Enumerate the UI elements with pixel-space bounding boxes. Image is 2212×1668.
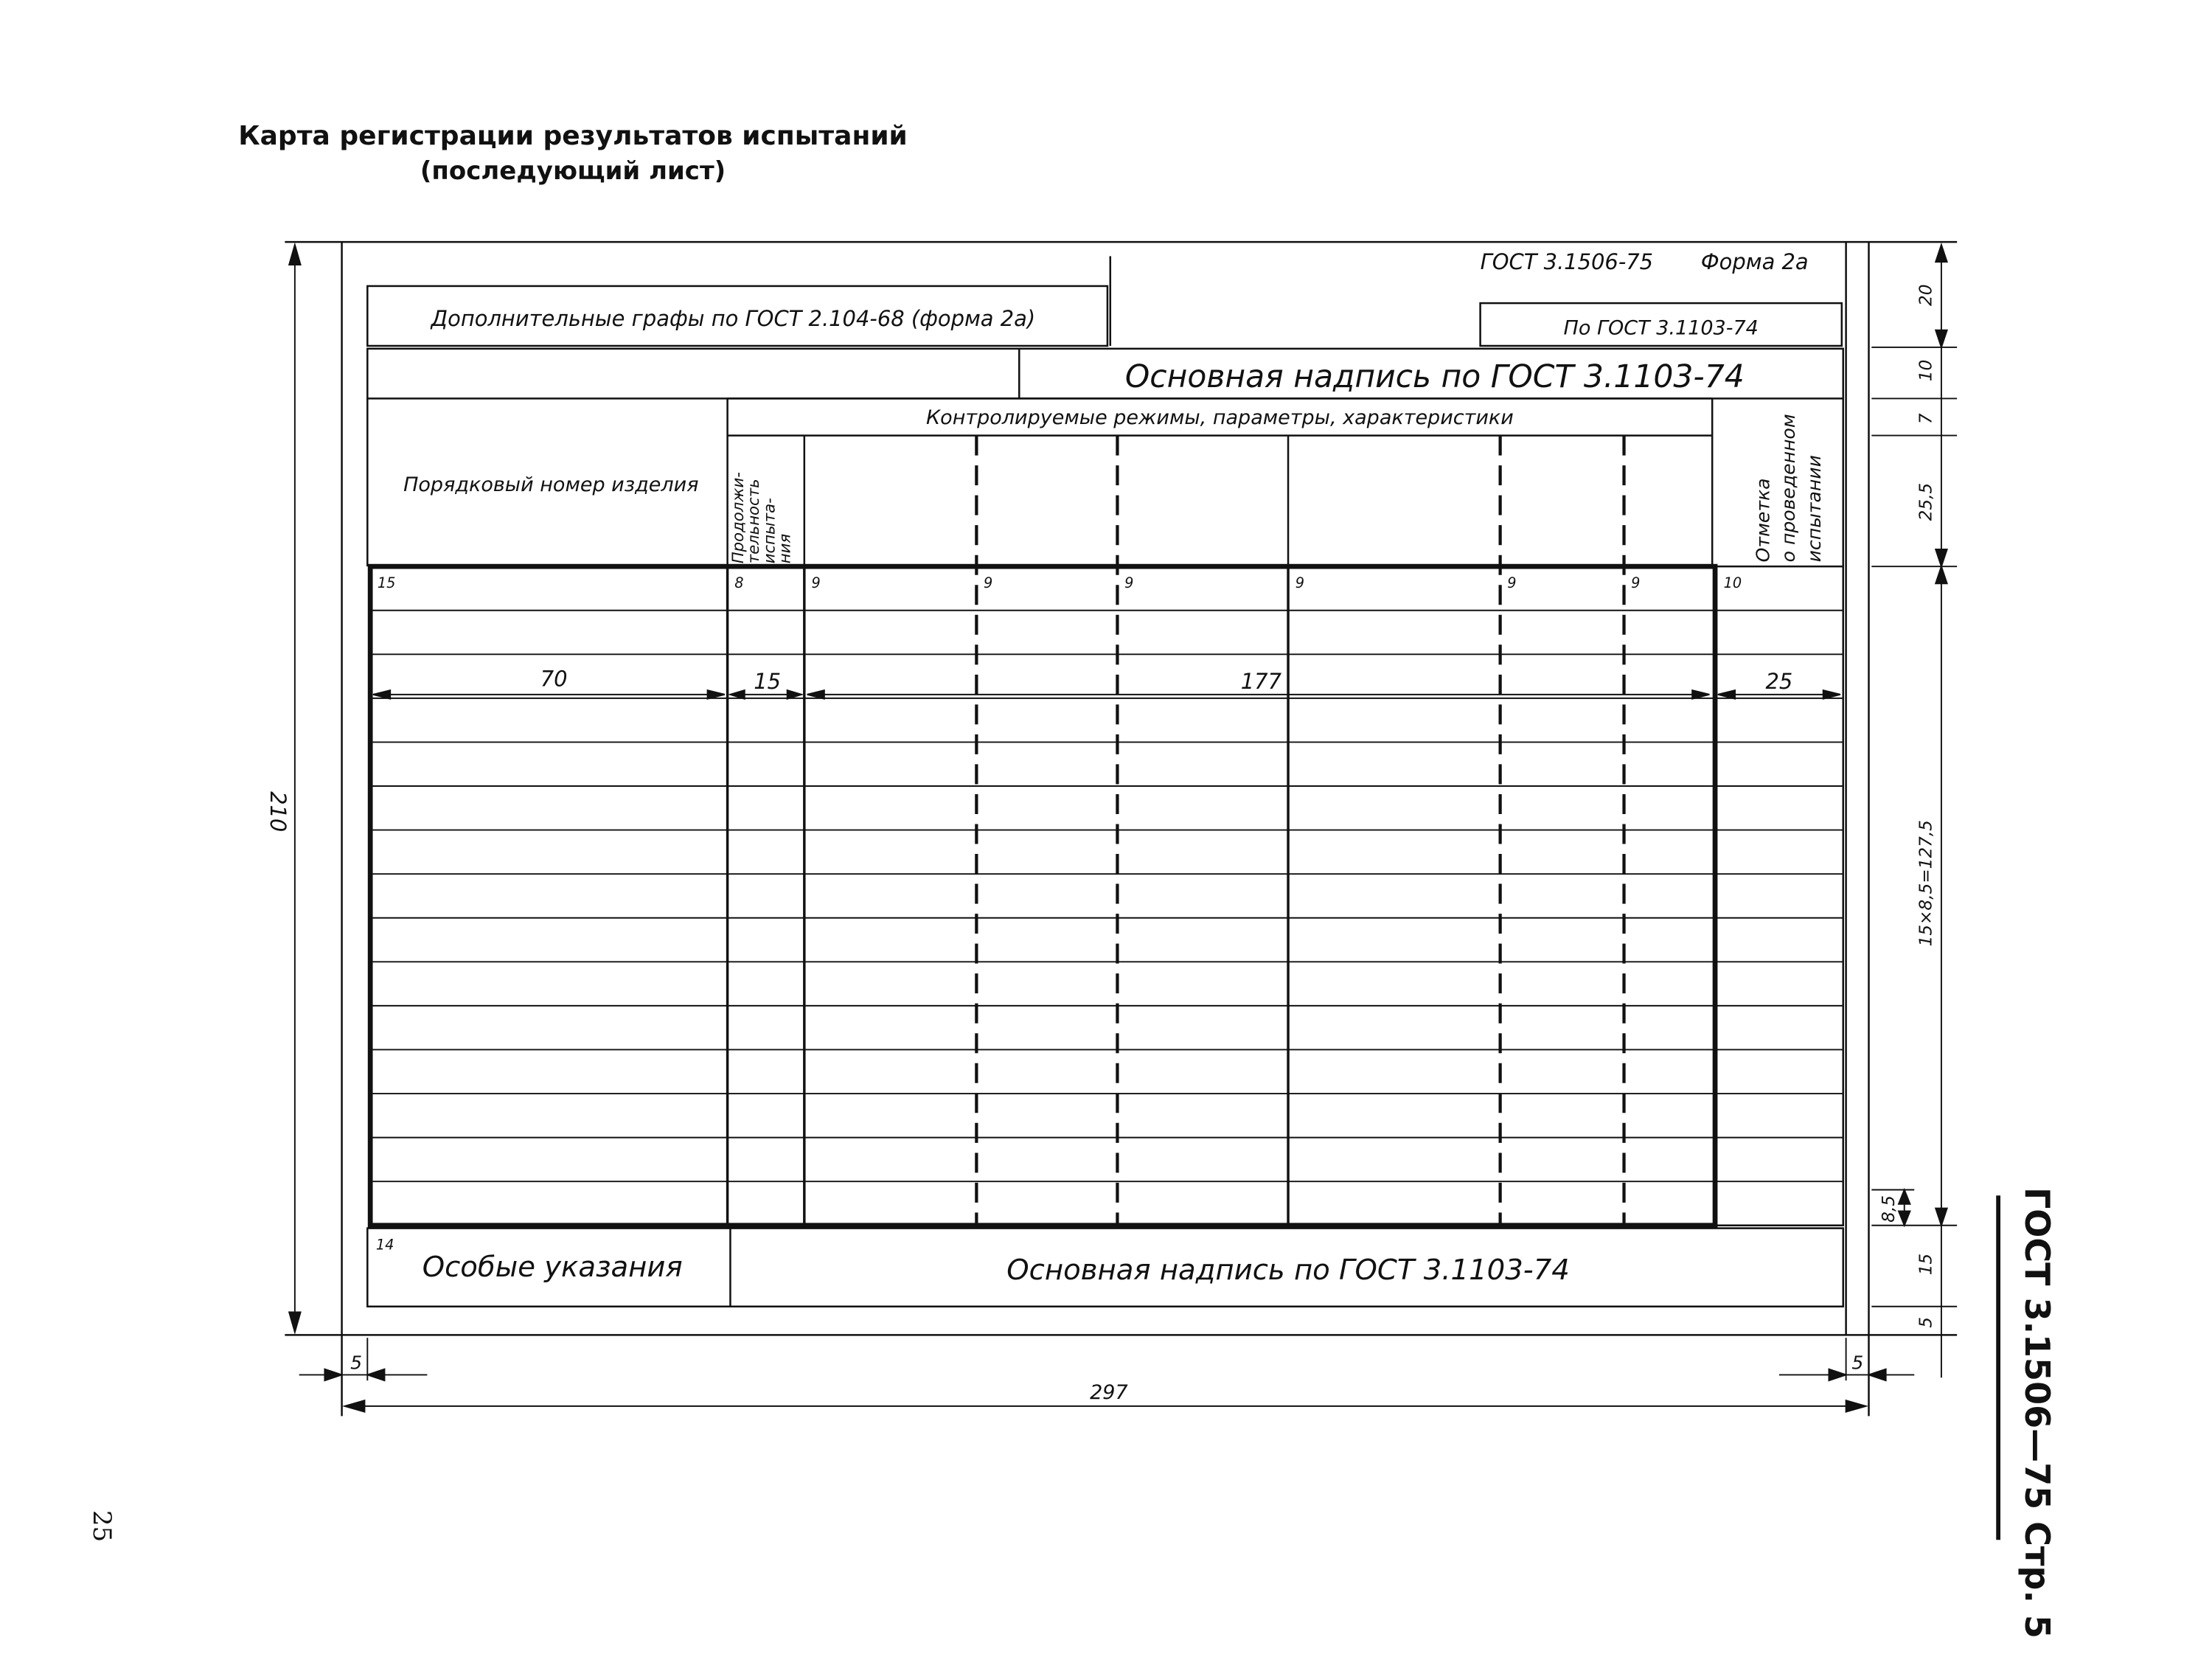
main-inscription-top: Основная надпись по ГОСТ 3.1103-74: [1124, 358, 1745, 395]
svg-text:Продолжи-: Продолжи-: [728, 472, 748, 564]
page-number: 25: [87, 1510, 116, 1543]
footer-number: 14: [375, 1236, 394, 1254]
column-number: 9: [1295, 574, 1304, 592]
svg-text:о проведенном: о проведенном: [1778, 414, 1800, 563]
document-title: Карта регистрации результатов испытаний: [238, 121, 908, 151]
serial-number-header: Порядковый номер изделия: [403, 473, 699, 496]
dim-15: 15: [1916, 1253, 1936, 1276]
width-dim: 70: [540, 666, 568, 692]
width-dim: 15: [754, 669, 782, 695]
svg-text:испытании: испытании: [1803, 455, 1825, 563]
column-number: 9: [1507, 574, 1517, 592]
svg-text:испыта-: испыта-: [760, 498, 779, 564]
svg-text:Отметка: Отметка: [1752, 478, 1774, 563]
margin-left-dimension: 5: [350, 1352, 363, 1374]
po-gost-label: По ГОСТ 3.1103-74: [1563, 316, 1759, 340]
dim-rows: 15×8,5=127,5: [1916, 820, 1936, 947]
width-dim: 25: [1765, 669, 1793, 695]
dim-25-5: 25,5: [1916, 482, 1936, 521]
forma-label: Форма 2а: [1700, 249, 1809, 274]
column-number: 8: [734, 574, 744, 592]
width-dimension: 297: [1090, 1381, 1128, 1405]
margin-right-dimension: 5: [1851, 1352, 1864, 1374]
svg-text:ния: ния: [776, 533, 795, 564]
duration-header: [729, 472, 795, 563]
controlled-params-header: Контролируемые режимы, параметры, характеристики: [925, 406, 1514, 430]
gost-label: ГОСТ 3.1506-75: [1480, 249, 1654, 274]
svg-text:210: 210: [265, 791, 291, 833]
dim-7: 7: [1916, 413, 1936, 425]
height-dimension: [265, 791, 291, 832]
column-number: 15: [377, 574, 396, 592]
main-inscription-bottom: Основная надпись по ГОСТ 3.1103-74: [1006, 1254, 1570, 1288]
dim-5: 5: [1916, 1316, 1936, 1328]
extra-columns-label: Дополнительные графы по ГОСТ 2.104-68 (форма 2а): [431, 305, 1036, 331]
column-number: 9: [984, 574, 993, 592]
dim-20: 20: [1916, 284, 1936, 306]
column-number: 9: [811, 574, 821, 592]
svg-text:тельность: тельность: [745, 479, 764, 564]
column-number: 9: [1631, 574, 1641, 592]
width-dim: 177: [1240, 669, 1281, 695]
document-subtitle: (последующий лист): [420, 156, 726, 186]
dim-8-5: 8,5: [1879, 1195, 1899, 1223]
special-instructions: Особые указания: [422, 1251, 683, 1285]
side-gost-label: ГОСТ 3.1506—75 Стр. 5: [2017, 1187, 2057, 1639]
dim-10: 10: [1916, 359, 1936, 382]
test-mark-header: [1752, 414, 1824, 562]
column-number: 10: [1723, 574, 1742, 592]
column-number: 9: [1124, 574, 1134, 592]
